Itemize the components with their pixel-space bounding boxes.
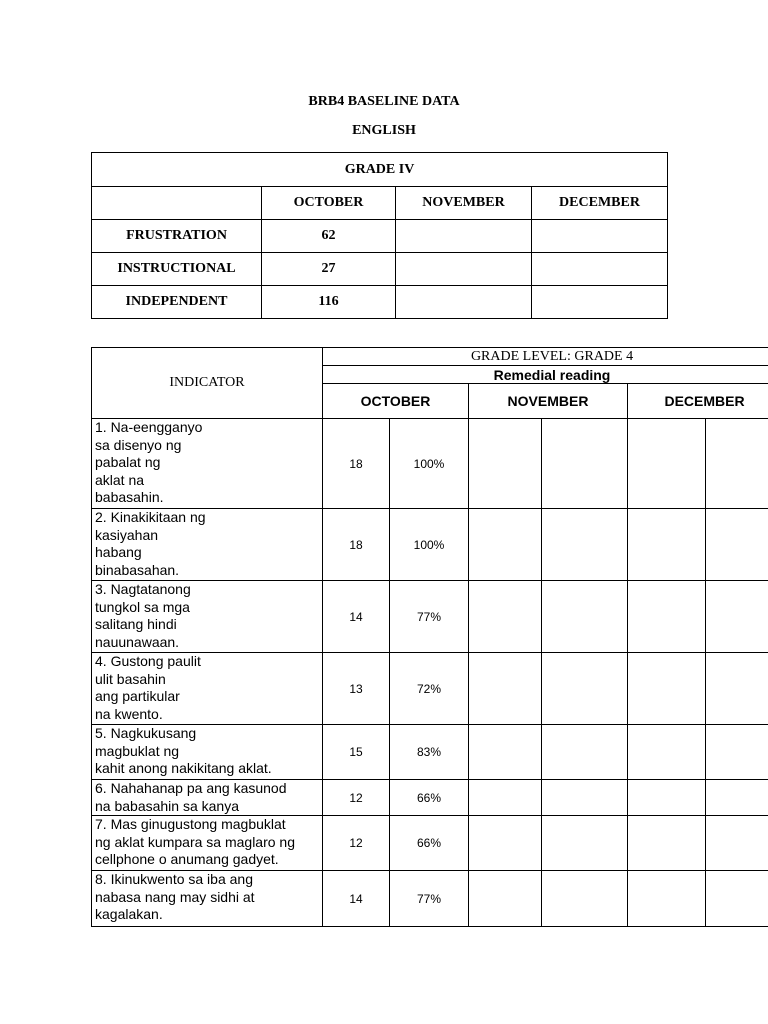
document-subject: ENGLISH: [352, 123, 416, 138]
table-row: [92, 253, 668, 286]
empty-cell: [542, 871, 628, 927]
percent-cell: 77%: [390, 871, 469, 927]
empty-cell: [542, 653, 628, 725]
empty-cell: [628, 725, 706, 780]
indicator-cell: 2. Kinakikitaan ng kasiyahan habang binabasahan.: [92, 509, 323, 581]
month-header-december: DECEMBER: [532, 187, 668, 220]
indicator-cell: 8. Ikinukwento sa iba ang nabasa nang may sidhi at kagalakan.: [92, 871, 323, 927]
empty-cell: [706, 509, 768, 581]
value-cell: 62: [262, 220, 396, 253]
document-title: BRB4 BASELINE DATA: [308, 94, 460, 109]
indicator-cell: 7. Mas ginugustong magbuklat ng aklat kumpara sa maglaro ng cellphone o anumang gadyet.: [92, 816, 323, 871]
value-cell: [396, 253, 532, 286]
indicator-cell: 6. Nahahanap pa ang kasunod na babasahin sa kanya: [92, 780, 323, 816]
indicator-header: INDICATOR: [92, 348, 323, 419]
empty-cell: [469, 509, 542, 581]
empty-cell: [542, 780, 628, 816]
table-row: [92, 725, 768, 780]
value-cell: [396, 220, 532, 253]
month-header-december: DECEMBER: [628, 384, 768, 419]
table-row: [92, 816, 768, 871]
program-heading: Remedial reading: [323, 366, 768, 384]
count-cell: 18: [323, 419, 390, 509]
empty-cell: [469, 419, 542, 509]
empty-cell: [706, 419, 768, 509]
empty-cell: [706, 725, 768, 780]
value-cell: 27: [262, 253, 396, 286]
indicator-cell: 4. Gustong paulit ulit basahin ang partikular na kwento.: [92, 653, 323, 725]
percent-cell: 77%: [390, 581, 469, 653]
grade-level-heading: GRADE LEVEL: GRADE 4: [323, 348, 768, 366]
percent-cell: 83%: [390, 725, 469, 780]
empty-cell: [628, 816, 706, 871]
value-cell: 116: [262, 286, 396, 319]
empty-cell: [542, 509, 628, 581]
percent-cell: 66%: [390, 816, 469, 871]
indicator-cell: 1. Na-eengganyo sa disenyo ng pabalat ng aklat na babasahin.: [92, 419, 323, 509]
month-header-october: OCTOBER: [323, 384, 469, 419]
empty-cell: [542, 816, 628, 871]
empty-cell: [469, 816, 542, 871]
empty-cell: [542, 581, 628, 653]
empty-cell: [469, 780, 542, 816]
table-row: [92, 780, 768, 816]
value-cell: [532, 253, 668, 286]
table-header-row: [92, 153, 668, 187]
table-row: [92, 581, 768, 653]
empty-cell: [706, 653, 768, 725]
empty-cell: [628, 581, 706, 653]
empty-cell: [542, 419, 628, 509]
empty-cell: [542, 725, 628, 780]
empty-header-cell: [92, 187, 262, 220]
row-label: INSTRUCTIONAL: [92, 253, 262, 286]
empty-cell: [706, 780, 768, 816]
empty-cell: [628, 780, 706, 816]
count-cell: 14: [323, 871, 390, 927]
count-cell: 18: [323, 509, 390, 581]
empty-cell: [628, 653, 706, 725]
table-row: [92, 220, 668, 253]
indicator-table: [91, 347, 768, 927]
month-header-november: NOVEMBER: [396, 187, 532, 220]
count-cell: 14: [323, 581, 390, 653]
percent-cell: 66%: [390, 780, 469, 816]
value-cell: [532, 286, 668, 319]
table-row: [92, 286, 668, 319]
count-cell: 15: [323, 725, 390, 780]
empty-cell: [469, 871, 542, 927]
row-label: INDEPENDENT: [92, 286, 262, 319]
empty-cell: [469, 581, 542, 653]
percent-cell: 72%: [390, 653, 469, 725]
empty-cell: [628, 419, 706, 509]
table-row: [92, 419, 768, 509]
table-row: [92, 509, 768, 581]
percent-cell: 100%: [390, 419, 469, 509]
empty-cell: [469, 653, 542, 725]
percent-cell: 100%: [390, 509, 469, 581]
indicator-cell: 5. Nagkukusang magbuklat ng kahit anong nakikitang aklat.: [92, 725, 323, 780]
count-cell: 12: [323, 816, 390, 871]
value-cell: [532, 220, 668, 253]
empty-cell: [628, 871, 706, 927]
table-header-row: [92, 348, 768, 366]
table-header-row: [92, 187, 668, 220]
count-cell: 12: [323, 780, 390, 816]
table-row: [92, 871, 768, 927]
empty-cell: [628, 509, 706, 581]
empty-cell: [706, 816, 768, 871]
table-row: [92, 653, 768, 725]
grade-heading: GRADE IV: [92, 153, 668, 187]
row-label: FRUSTRATION: [92, 220, 262, 253]
count-cell: 13: [323, 653, 390, 725]
grade-summary-table: [91, 152, 668, 319]
empty-cell: [706, 581, 768, 653]
empty-cell: [469, 725, 542, 780]
value-cell: [396, 286, 532, 319]
month-header-october: OCTOBER: [262, 187, 396, 220]
indicator-cell: 3. Nagtatanong tungkol sa mga salitang hindi nauunawaan.: [92, 581, 323, 653]
empty-cell: [706, 871, 768, 927]
month-header-november: NOVEMBER: [469, 384, 628, 419]
